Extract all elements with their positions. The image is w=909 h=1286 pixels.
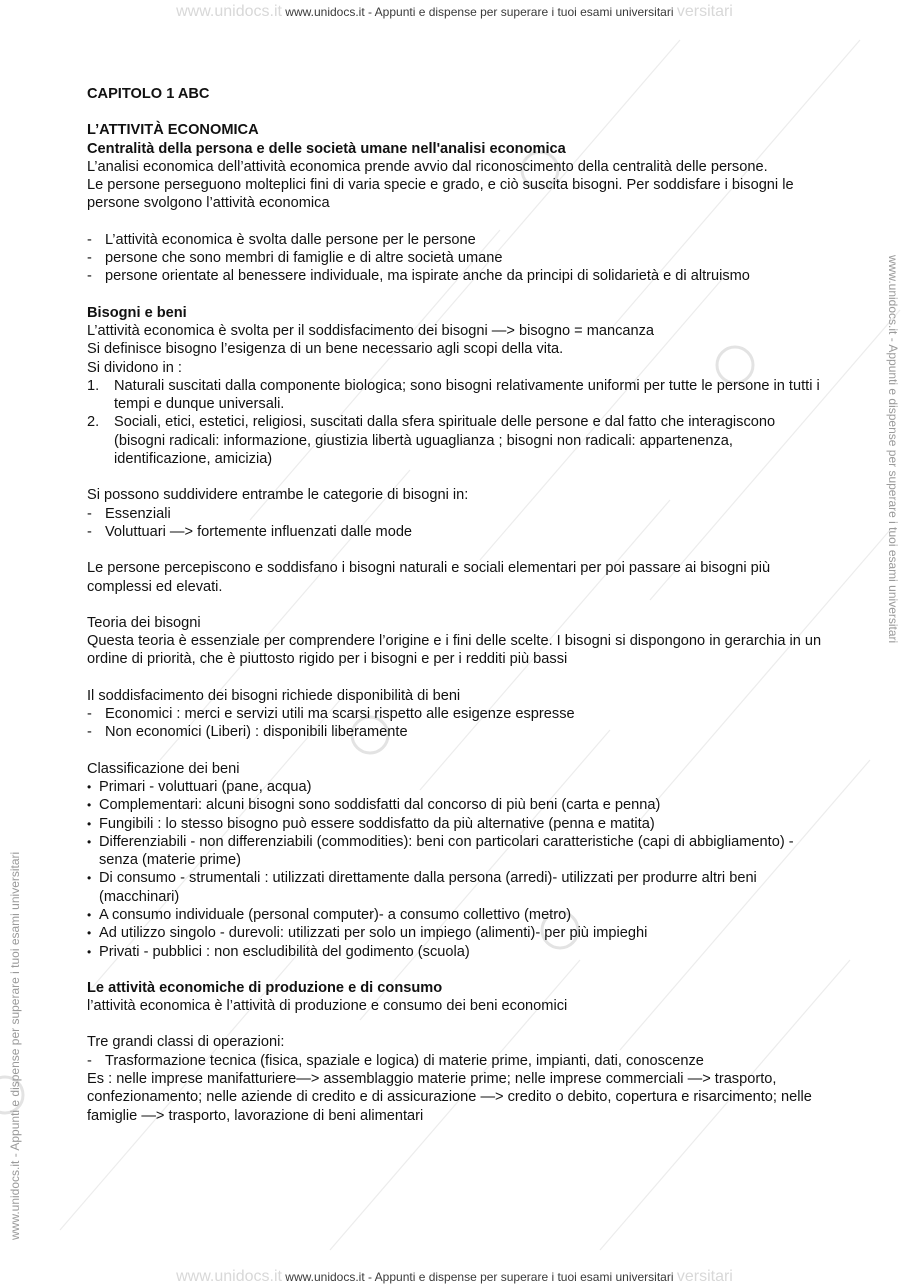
list-item: - Voluttuari —> fortemente influenzati dalle mode xyxy=(87,523,827,541)
header-ghost-left: www.unidocs.it xyxy=(176,3,282,20)
list-item: • Ad utilizzo singolo - durevoli: utilizzati per solo un impiego (alimenti)- per più impieghi xyxy=(87,924,827,942)
list-item: - Non economici (Liberi) : disponibili liberamente xyxy=(87,723,827,741)
subsection-heading-centralita: Centralità della persona e delle società umane nell'analisi economica xyxy=(87,140,566,157)
list-item: - persone orientate al benessere individuale, ma ispirate anche da principi di solidarietà e di altruismo xyxy=(87,267,827,285)
footer-watermark-text: www.unidocs.it - Appunti e dispense per superare i tuoi esami universitari xyxy=(285,1270,674,1284)
header-watermark xyxy=(0,3,909,21)
left-side-watermark: www.unidocs.it - Appunti e dispense per superare i tuoi esami universitari xyxy=(8,851,22,1240)
list-item: - persone che sono membri di famiglie e di altre società umane xyxy=(87,249,827,267)
list-item: • Complementari: alcuni bisogni sono soddisfatti dal concorso di più beni (carta e penna) xyxy=(87,796,827,814)
list-item: • Differenziabili - non differenziabili (commodities): beni con particolari caratteristiche (capi di abbigliamento) - senza (materie prime) xyxy=(87,833,827,870)
classification-list xyxy=(87,778,827,961)
bullet-list xyxy=(87,705,827,742)
list-item: - Trasformazione tecnica (fisica, spaziale e logica) di materie prime, impianti, dati, conoscenze xyxy=(87,1052,827,1070)
list-text: Naturali suscitati dalla componente biologica; sono bisogni relativamente uniformi per tutte le persone in tutti i tempi e dunque universali. xyxy=(114,377,820,413)
paragraph: L’analisi economica dell’attività economica prende avvio dal riconoscimento della centralità delle persone. xyxy=(87,158,768,175)
list-item: - Economici : merci e servizi utili ma scarsi rispetto alle esigenze espresse xyxy=(87,705,827,723)
paragraph: Si possono suddividere entrambe le categorie di bisogni in: xyxy=(87,487,469,504)
footer-watermark xyxy=(0,1268,909,1286)
list-item xyxy=(87,413,827,468)
chapter-title: CAPITOLO 1 ABC xyxy=(87,86,210,102)
list-item: • A consumo individuale (personal computer)- a consumo collettivo (metro) xyxy=(87,906,827,924)
paragraph: Questa teoria è essenziale per comprendere l’origine e i fini delle scelte. I bisogni si dispongono in gerarchia in un ordine di priorità, che è piuttosto rigido per i bisogni e per i redditi più bassi xyxy=(87,633,822,668)
list-number: 2. xyxy=(87,414,100,431)
paragraph: Es : nelle imprese manifatturiere—> assemblaggio materie prime; nelle imprese commerciali —> trasporto, confezionamento; nelle aziende di credito e di assicurazione —> credito o debito, copertura e risarcimento; nelle famiglie —> trasporto, lavorazione di beni alimentari xyxy=(87,1071,812,1124)
bullet-list xyxy=(87,231,827,286)
subsection-heading-attivita: Le attività economiche di produzione e di consumo xyxy=(87,979,443,996)
numbered-list xyxy=(87,377,827,468)
list-item: • Fungibili : lo stesso bisogno può essere soddisfatto da più alternative (penna e matita) xyxy=(87,815,827,833)
paragraph: Le persone percepiscono e soddisfano i bisogni naturali e sociali elementari per poi passare ai bisogni più complessi ed elevati. xyxy=(87,560,771,595)
paragraph: Il soddisfacimento dei bisogni richiede disponibilità di beni xyxy=(87,687,461,704)
paragraph: L’attività economica è svolta per il soddisfacimento dei bisogni —> bisogno = mancanza xyxy=(87,322,655,339)
header-ghost-right: versitari xyxy=(676,3,733,20)
footer-ghost-left: www.unidocs.it xyxy=(176,1268,282,1285)
footer-ghost-right: versitari xyxy=(676,1268,733,1285)
paragraph: Si dividono in : xyxy=(87,359,182,376)
paragraph: l’attività economica è l’attività di produzione e consumo dei beni economici xyxy=(87,998,568,1015)
list-item: - Essenziali xyxy=(87,505,827,523)
theory-title: Teoria dei bisogni xyxy=(87,614,201,631)
bullet-list xyxy=(87,505,827,542)
paragraph: Le persone perseguono molteplici fini di varia specie e grado, e ciò suscita bisogni. Per soddisfare i bisogni le persone svolgono l’attività economica xyxy=(87,177,794,212)
subsection-heading-bisogni: Bisogni e beni xyxy=(87,304,187,321)
section-title: L’ATTIVITÀ ECONOMICA xyxy=(87,122,259,139)
paragraph: Si definisce bisogno l’esigenza di un bene necessario agli scopi della vita. xyxy=(87,341,564,358)
list-item: • Privati - pubblici : non escludibilità del godimento (scuola) xyxy=(87,943,827,961)
bullet-list xyxy=(87,1052,827,1070)
list-text: Sociali, etici, estetici, religiosi, suscitati dalla sfera spirituale delle persone e dal fatto che interagiscono (bisogni radicali: informazione, giustizia libertà uguaglianza ; bisogni non radicali: appartenenza, identificazione, amicizia) xyxy=(114,414,776,468)
right-side-watermark: www.unidocs.it - Appunti e dispense per superare i tuoi esami universitari xyxy=(886,255,900,644)
document-body xyxy=(87,85,827,1125)
list-item: • Primari - voluttuari (pane, acqua) xyxy=(87,778,827,796)
classification-title: Classificazione dei beni xyxy=(87,760,240,777)
paragraph: Tre grandi classi di operazioni: xyxy=(87,1034,285,1051)
list-item xyxy=(87,377,827,414)
list-number: 1. xyxy=(87,377,100,394)
header-watermark-text: www.unidocs.it - Appunti e dispense per superare i tuoi esami universitari xyxy=(285,5,674,19)
list-item: • Di consumo - strumentali : utilizzati direttamente dalla persona (arredi)- utilizzati per produrre altri beni (macchinari) xyxy=(87,869,827,906)
list-item: - L’attività economica è svolta dalle persone per le persone xyxy=(87,231,827,249)
